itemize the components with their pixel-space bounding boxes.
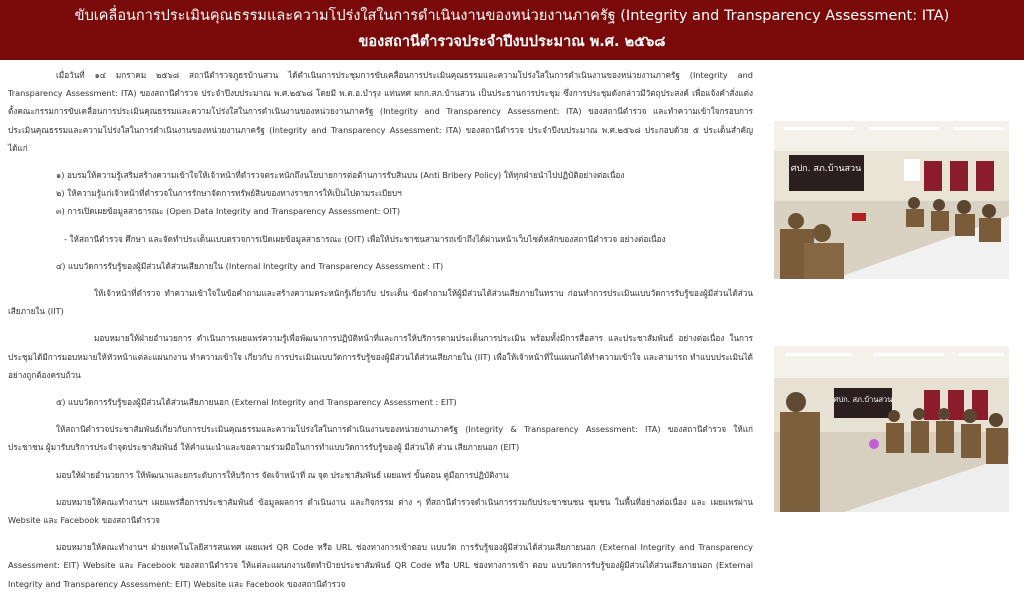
list-item-2: ๒) ให้ความรู้แก่เจ้าหน้าที่ตำรวจในการรักษาจัดการทรัพย์สินของทางราชการให้เป็นไปตามระเบียบฯ — [56, 188, 402, 199]
list-item-1: ๑) อบรมให้ความรู้เสริมสร้างความเข้าใจให้เจ้าหน้าที่ตำรวจตระหนักถึงนโยบายการต่อต้านการรับสินบน (Anti Bribery Policy) ให้ทุกฝ่ายนำไปปฏิบัติอย่างต่อเนื่อง — [56, 170, 625, 181]
meeting-photo-2 — [774, 346, 1009, 512]
list-item-5-detail-4: มอบหมายให้คณะทำงานฯ ฝ่ายเทคโนโลยีสารสนเทศ เผยแพร่ QR Code หรือ URL ช่องทางการเข้าตอบ แบบวัด การรับรู้ของผู้มีส่วนได้ส่วนเสียภายนอก (External Integrity and Transparency Assessment: EIT) Website และ Facebook ของสถานีตำรวจ ให้แต่ละแผนกงานจัดทำป้ายประชาสัมพันธ์ QR Code หรือ URL ช่องทางการเข้า ตอบ แบบวัดการรับรู้ของผู้มีส่วนได้ส่วนเสียภายนอก (External Integrity and Transparency Assessment: EIT) Website และ Facebook ของสถานีตำรวจ — [8, 542, 753, 589]
list-item-4: ๔) แบบวัดการรับรู้ของผู้มีส่วนได้ส่วนเสียภายใน (Internal Integrity and Transparency Assessment : IT) — [56, 260, 444, 271]
article-body — [8, 66, 753, 593]
list-item-4-detail-2: มอบหมายให้ฝ่ายอำนวยการ ดำเนินการเผยแพร่ความรู้เพื่อพัฒนาการปฏิบัติหน้าที่และการให้บริการตามประเด็นการประเมิน พร้อมทั้งมีการสื่อสาร และประชาสัมพันธ์ อย่างต่อเนื่อง ในการประชุมได้มีการมอบหมายให้หัวหน้าแต่ละแผนกงาน ทำความเข้าใจ เกี่ยวกับ การประเมินแบบวัดการรับรู้ของผู้มีส่วนได้ส่วนเสียภายใน (IIT) เพื่อให้เจ้าหน้าที่ในแผนกได้ทำความเข้าใจ และสามารถ ทำแบบประเมินได้อย่างถูกต้องครบถ้วน — [8, 333, 753, 380]
meeting-photo-1 — [774, 121, 1009, 279]
intro-paragraph: เมื่อวันที่ ๑๔ มกราคม ๒๕๖๘ สถานีตำรวจภูธรบ้านสวน ได้ดำเนินการประชุมการขับเคลื่อนการประเมินคุณธรรมและความโปร่งใสในการดำเนินงานของหน่วยงานภาครัฐ (Integrity and Transparency Assessment: ITA) ของสถานีตำรวจ ประจำปีงบประมาณ พ.ศ.๒๕๖๘ โดยมี พ.ต.อ.บำรุง แท่นทศ ผกก.สภ.บ้านสวน เป็นประธานการประชุม ซึ่งการประชุมดังกล่าวมีวัตถุประสงค์ เพื่อแจ้งคำสั่งแต่งตั้งคณะกรรมการขับเคลื่อนการประเมินคุณธรรมและความโปร่งใสในการดำเนินงานของหน่วยงานภาครัฐ (Integrity and Transparency Assessment: ITA) ของสถานีตำรวจ และทำความเข้าใจกรอบการประเมินคุณธรรมและความโปร่งใสในการดำเนินงานของหน่วยงานภาครัฐ (Integrity and Transparency Assessment: ITA) ของสถานีตำรวจ ประจำปีงบประมาณ พ.ศ.๒๕๖๘ ประกอบด้วย ๕ ประเด็นสำคัญ ได้แก่ — [8, 70, 753, 153]
list-item-5-detail-1: ให้สถานีตำรวจประชาสัมพันธ์เกี่ยวกับการประเมินคุณธรรมและความโปร่งใสในการดำเนินงานของหน่วยงานภาครัฐ (Integrity & Transparency Assessment: ITA) ของสถานีตำรวจ ให้แก่ ประชาชน ผู้มารับบริการประจำจุดประชาสัมพันธ์ ให้คำแนะนำและขอความร่วมมือในการทำแบบวัดการรับรู้ของผู้ มีส่วนได้ ส่วน เสียภายนอก (EIT) — [8, 424, 753, 453]
page-title: ขับเคลื่อนการประเมินคุณธรรมและความโปร่งใสในการดำเนินงานของหน่วยงานภาครัฐ (Integrity and Transparency Assessment: ITA) — [74, 8, 950, 24]
list-item-3: ๓) การเปิดเผยข้อมูลสาธารณะ (Open Data Integrity and Transparency Assessment: OIT) — [56, 206, 401, 217]
list-item-5-detail-3: มอบหมายให้คณะทำงานฯ เผยแพร่สื่อการประชาสัมพันธ์ ข้อมูลผลการ ดำเนินงาน และกิจกรรม ต่าง ๆ ที่สถานีตำรวจดำเนินการร่วมกับประชาชนชน ชุมชน ในพื้นที่อย่างต่อเนื่อง และ เผยแพร่ผ่าน Website และ Facebook ของสถานีตำรวจ — [8, 496, 753, 526]
page-subtitle: ของสถานีตำรวจประจำปีงบประมาณ พ.ศ. ๒๕๖๘ — [358, 34, 666, 50]
list-item-3-detail: - ให้สถานีตำรวจ ศึกษา และจัดทำประเด็นแบบตรวจการเปิดเผยข้อมูลสาธารณะ (OIT) เพื่อให้ประชาชนสามารถเข้าถึงได้ผ่านหน้าเว็บไซต์หลักของสถานีตำรวจ อย่างต่อเนื่อง — [64, 233, 666, 244]
list-item-5-detail-2: มอบให้ฝ่ายอำนวยการ ให้พัฒนาและยกระดับการให้บริการ จัดเจ้าหน้าที่ ณ จุด ประชาสัมพันธ์ เผยแพร่ ขั้นตอน คู่มือการปฏิบัติงาน — [56, 469, 509, 480]
list-item-4-detail-1: ให้เจ้าหน้าที่ตำรวจ ทำความเข้าใจในข้อคำถามและสร้างความตระหนักรู้เกี่ยวกับ ประเด็น ข้อคำถามให้ผู้มีส่วนได้ส่วนเสียภายในทราบ ก่อนทำการประเมินแบบวัดการรับรู้ของผู้มีส่วนได้ส่วนเสียภายใน (IIT) — [8, 288, 753, 317]
banner-text-2: ศปก. สภ.บ้านสวน — [833, 395, 893, 404]
page-header — [0, 0, 1024, 60]
banner-text-1: ศปก. สภ.บ้านสวน — [790, 164, 862, 174]
list-item-5: ๕) แบบวัดการรับรู้ของผู้มีส่วนได้ส่วนเสียภายนอก (External Integrity and Transparency Assessment : EIT) — [56, 397, 457, 408]
